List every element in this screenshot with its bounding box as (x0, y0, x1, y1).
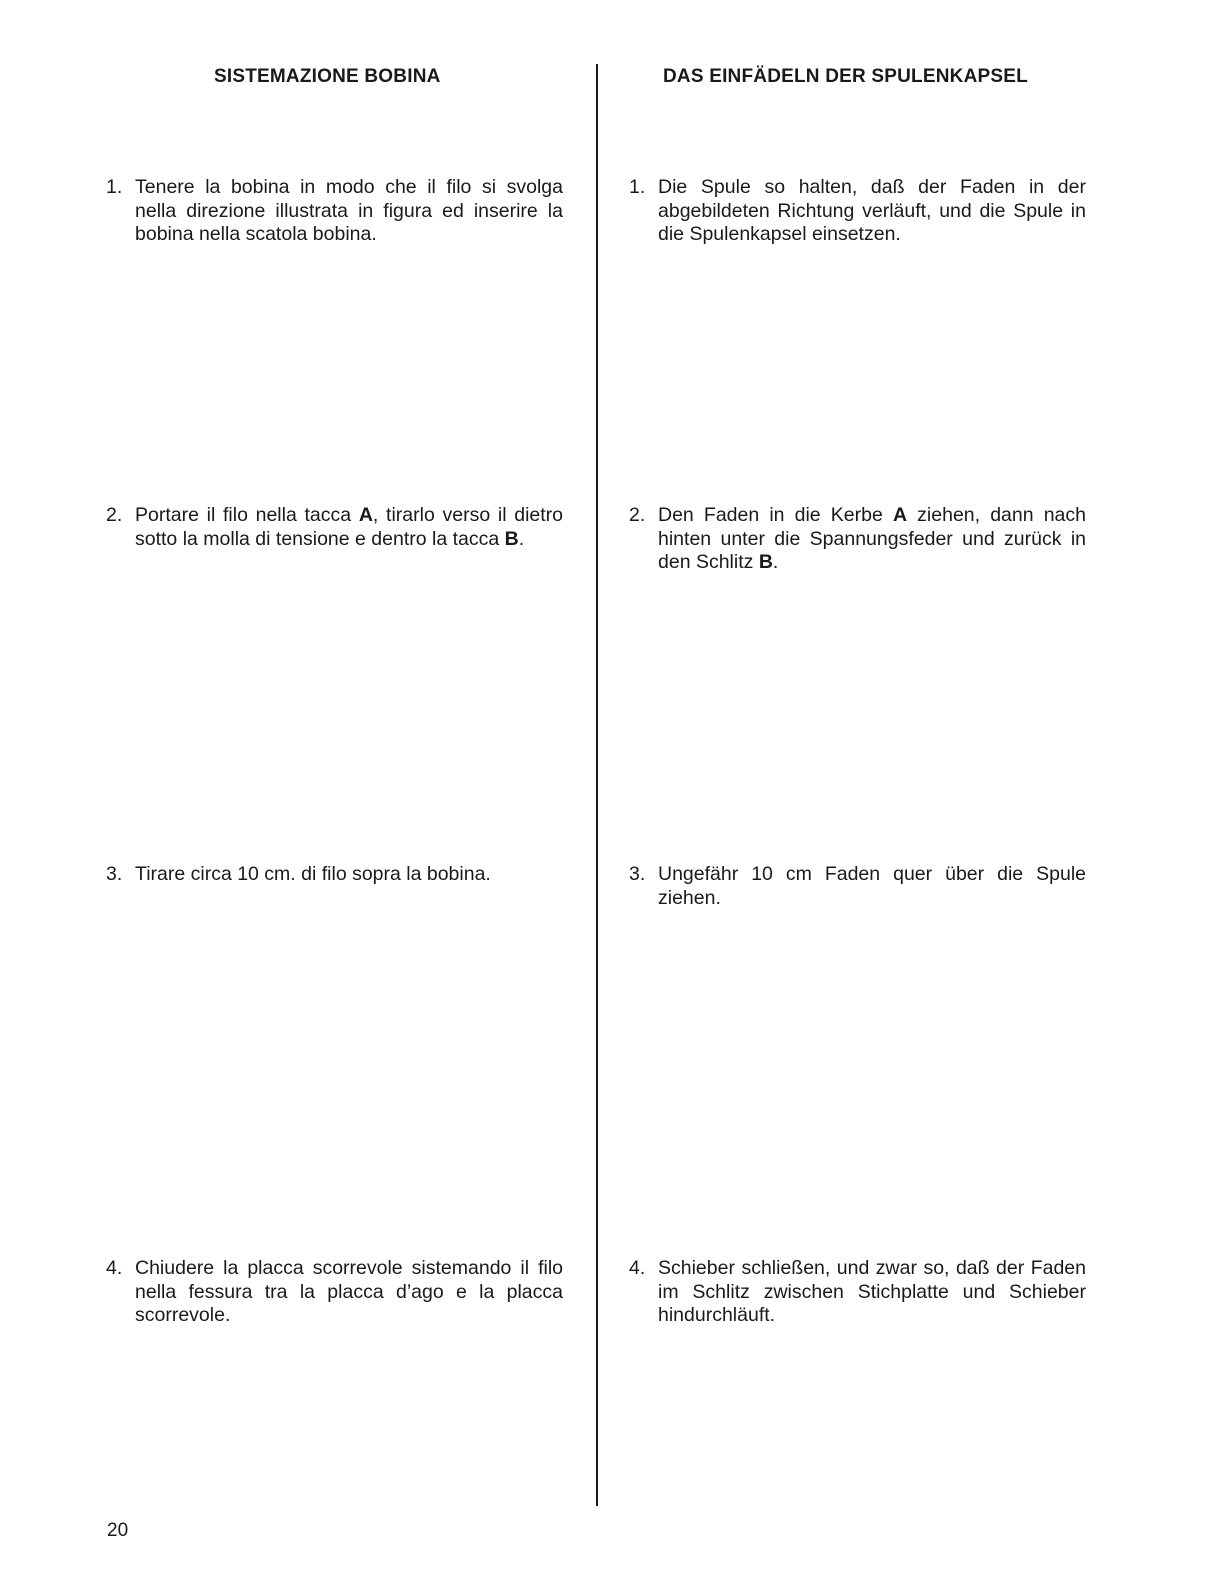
step-number: 1. (629, 176, 646, 198)
step-text: Chiudere la placca scorrevole sistemando il filo nella fessura tra la placca d’ago e la placca scorrevole. (135, 1257, 563, 1326)
step-number: 2. (629, 504, 646, 526)
italian-step-3 (106, 863, 563, 887)
step-number: 1. (106, 176, 123, 198)
step-text: Ungefähr 10 cm Faden quer über die Spule ziehen. (658, 863, 1086, 909)
label-b: B (504, 527, 519, 550)
italian-step-4 (106, 1257, 563, 1328)
italian-step-2 (106, 504, 563, 551)
step-text: Tirare circa 10 cm. di filo sopra la bobina. (135, 863, 491, 885)
german-step-4 (629, 1257, 1086, 1328)
german-step-2 (629, 504, 1086, 575)
step-number: 3. (629, 863, 646, 885)
column-divider (596, 64, 598, 1506)
step-text: Schieber schließen, und zwar so, daß der Faden im Schlitz zwischen Stichplatte und Schieber hindurchläuft. (658, 1257, 1086, 1326)
italian-step-1 (106, 176, 563, 247)
step-number: 4. (629, 1257, 646, 1279)
page-number: 20 (107, 1520, 129, 1541)
step-text: Portare il filo nella tacca A, tirarlo verso il dietro sotto la molla di tensione e dentro la tacca B. (135, 504, 564, 550)
step-text: Die Spule so halten, daß der Faden in der abgebildeten Richtung verläuft, und die Spule in die Spulenkapsel einsetzen. (658, 176, 1086, 245)
label-a: A (892, 504, 908, 526)
step-text: Tenere la bobina in modo che il filo si svolga nella direzione illustrata in figura ed inserire la bobina nella scatola bobina. (135, 176, 563, 245)
step-number: 4. (106, 1257, 123, 1279)
german-step-3 (629, 863, 1086, 910)
step-number: 2. (106, 504, 123, 526)
label-b: B (758, 551, 773, 573)
step-text: Den Faden in die Kerbe A ziehen, dann nach hinten unter die Spannungsfeder und zurück in den Schlitz B. (658, 504, 1086, 573)
german-step-1 (629, 176, 1086, 247)
german-heading: DAS EINFÄDELN DER SPULENKAPSEL (663, 66, 1028, 87)
italian-heading: SISTEMAZIONE BOBINA (214, 66, 441, 87)
step-number: 3. (106, 863, 123, 885)
label-a: A (358, 504, 373, 526)
